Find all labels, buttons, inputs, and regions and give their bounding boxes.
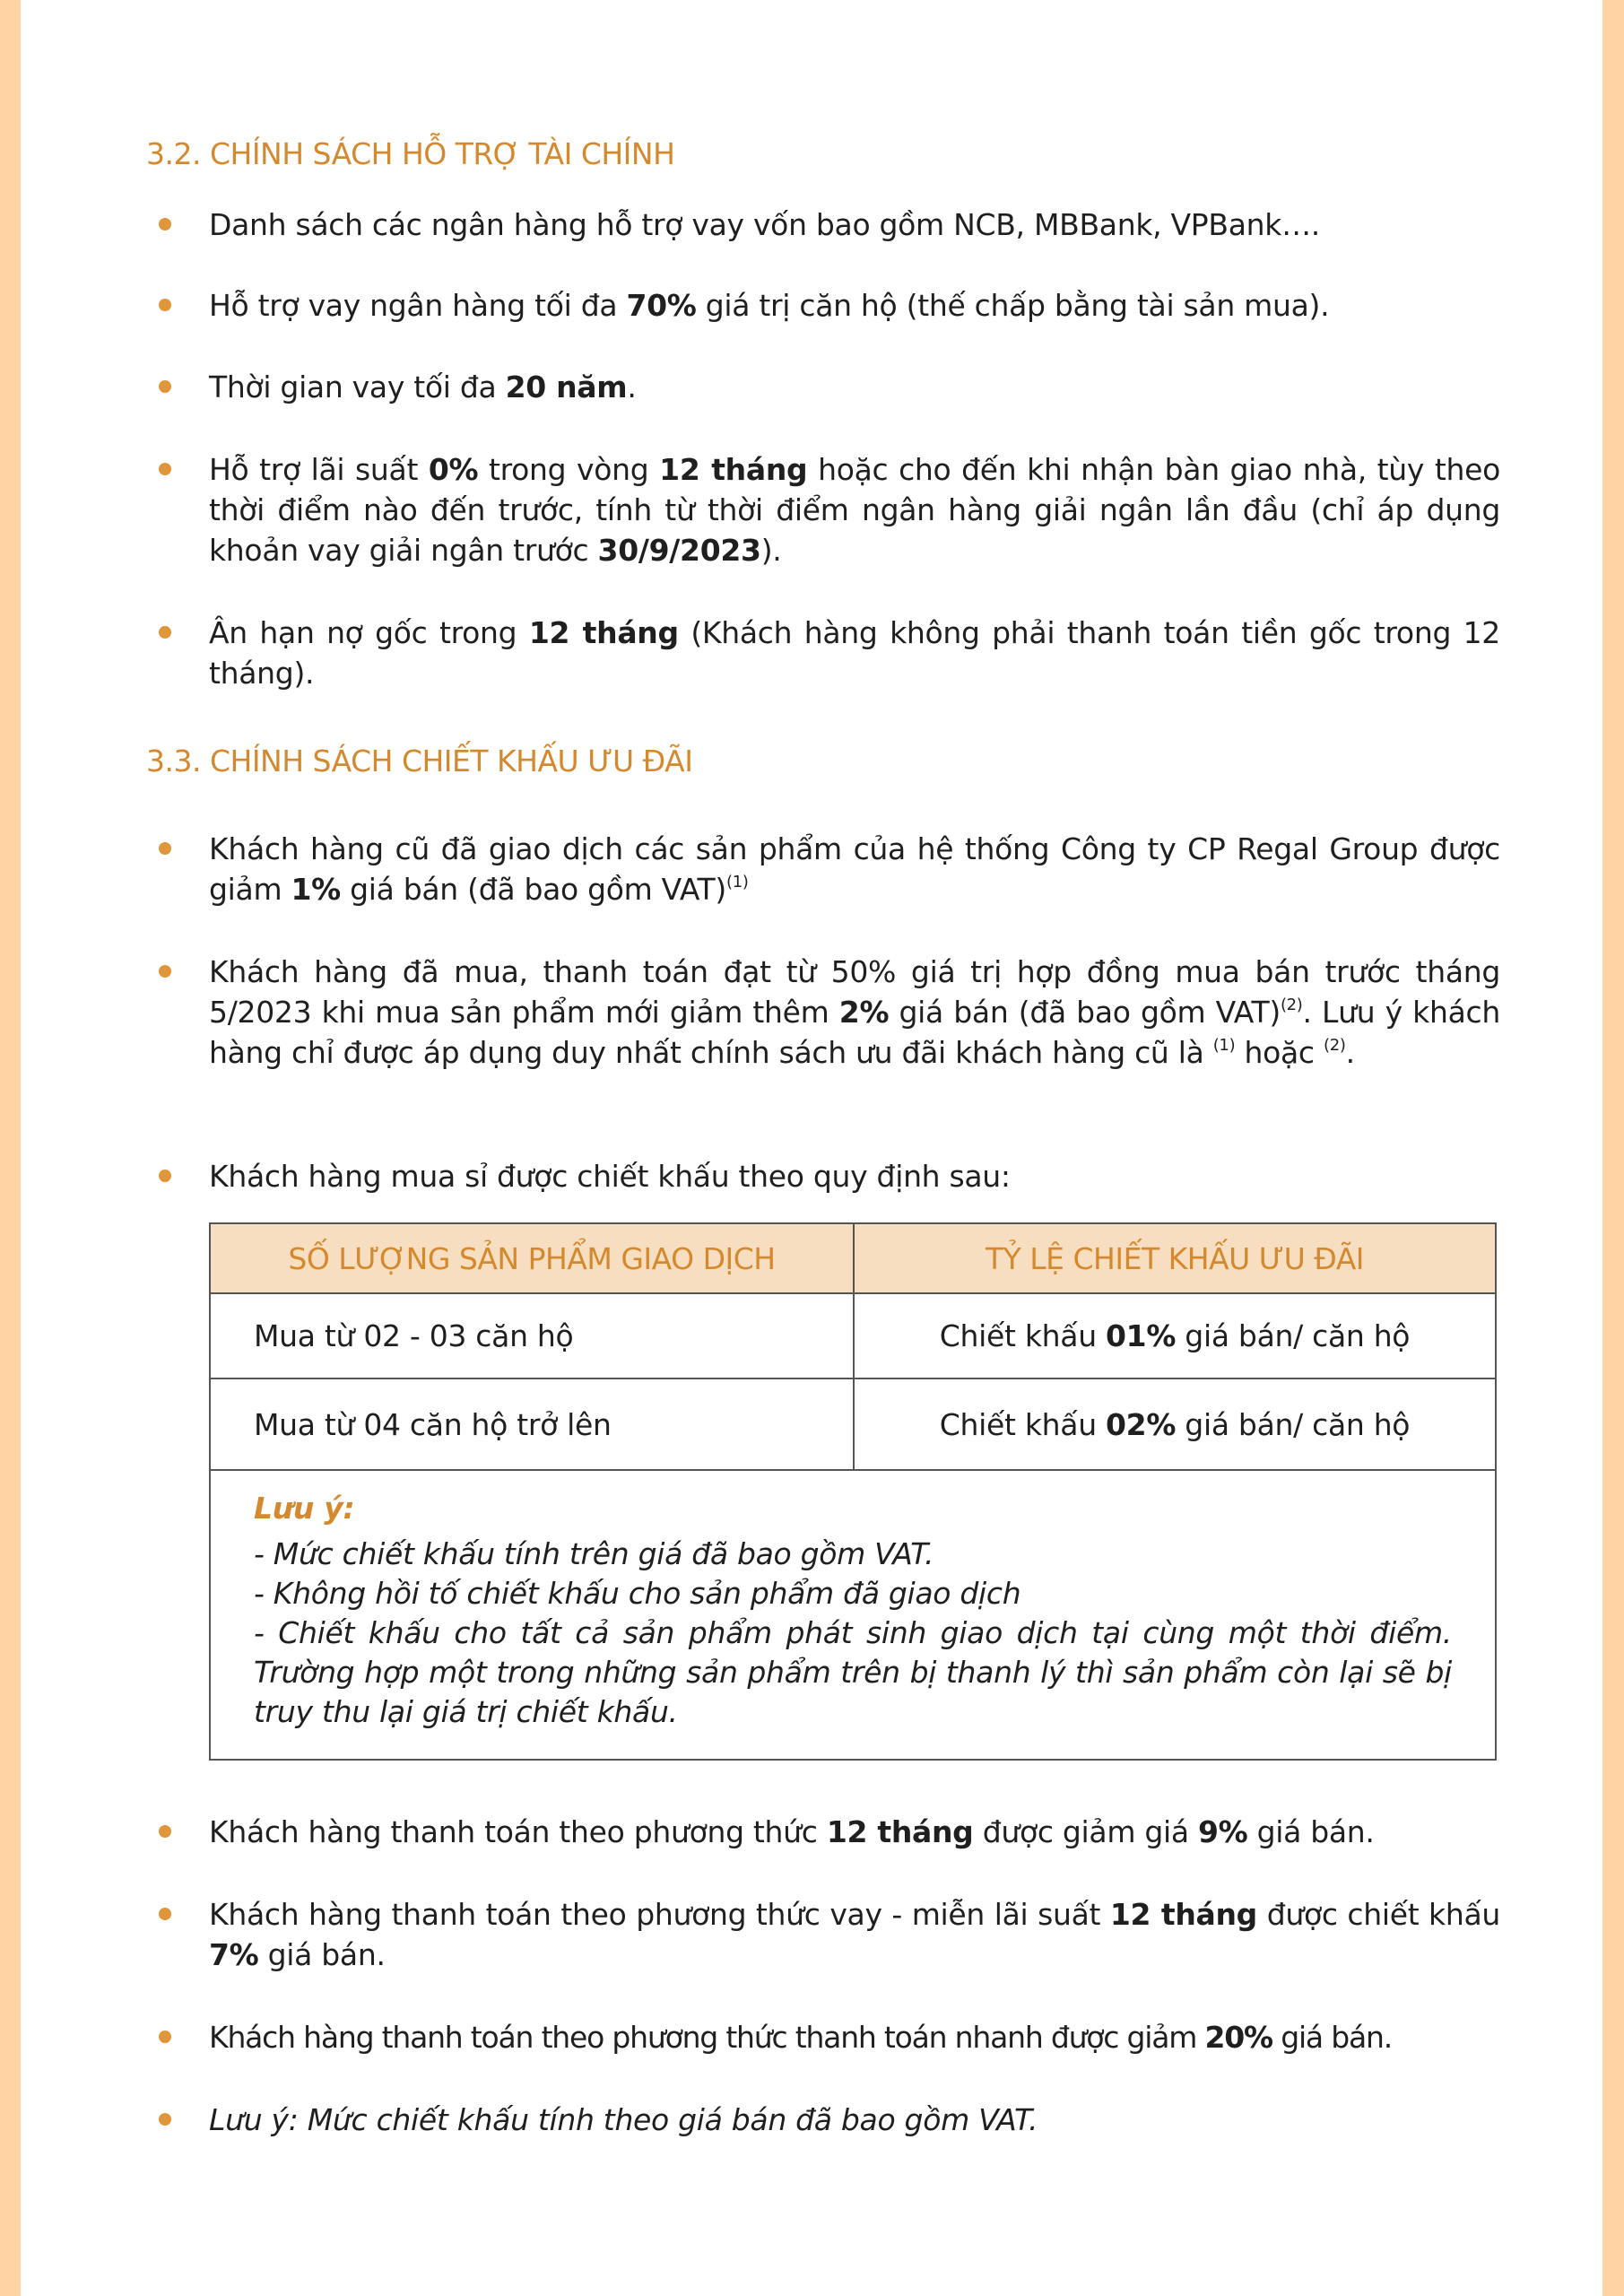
table-notes-row [210,1470,1496,1760]
bullet-icon [159,1825,171,1838]
list-item-text: Hỗ trợ lãi suất 0% trong vòng 12 tháng hoặc cho đến khi nhận bàn giao nhà, tùy theo thời điểm nào đến trước, tính từ thời điểm ngân hàng giải ngân lần đầu (chỉ áp dụng khoản vay giải ngân trước 30/9/2023). [209,452,1500,568]
bullet-icon [159,218,171,230]
note-line: - Chiết khấu cho tất cả sản phẩm phát sinh giao dịch tại cùng một thời điểm. Trường hợp một trong những sản phẩm trên bị thanh lý thì sản phẩm còn lại sẽ bị truy thu lại giá trị chiết khấu. [254,1615,1452,1729]
list-item-text: Khách hàng thanh toán theo phương thức 12 tháng được giảm giá 9% giá bán. [209,1814,1375,1849]
table-header-quantity: SỐ LƯỢNG SẢN PHẨM GIAO DỊCH [210,1223,854,1293]
note-line: - Không hồi tố chiết khấu cho sản phẩm đã giao dịch [254,1576,1021,1611]
list-item-text: Khách hàng thanh toán theo phương thức thanh toán nhanh được giảm 20% giá bán. [209,2020,1392,2055]
page-border-left [0,0,21,2296]
table-cell-rate: Chiết khấu 01% giá bán/ căn hộ [854,1293,1496,1378]
bullet-icon [159,2113,171,2126]
list-item-text: Khách hàng đã mua, thanh toán đạt từ 50% giá trị hợp đồng mua bán trước tháng 5/2023 khi mua sản phẩm mới giảm thêm 2% giá bán (đã bao gồm VAT)$^{(2)}$. Lưu ý khách hàng chỉ được áp dụng duy nhất chính sách ưu đãi khách hàng cũ là $^{(1)}$ hoặc $^{(2)}$. [209,954,1500,1070]
list-item-text: Khách hàng cũ đã giao dịch các sản phẩm của hệ thống Công ty CP Regal Group được giảm 1% giá bán (đã bao gồm VAT)$^{(1)}$ [209,831,1500,907]
note-line: - Mức chiết khấu tính trên giá đã bao gồm VAT. [254,1536,934,1571]
list-item-text: Khách hàng mua sỉ được chiết khấu theo quy định sau: [209,1159,1011,1194]
list-item-text: Thời gian vay tối đa 20 năm. [209,370,637,404]
list-item-text: Ân hạn nợ gốc trong 12 tháng (Khách hàng không phải thanh toán tiền gốc trong 12 tháng). [209,615,1500,691]
table-cell-quantity: Mua từ 04 căn hộ trở lên [210,1378,854,1470]
bullet-icon [159,842,171,855]
list-item-text: Lưu ý: Mức chiết khấu tính theo giá bán đã bao gồm VAT. [209,2102,1038,2137]
notes-title: Lưu ý: [254,1491,355,1526]
bullet-icon [159,1908,171,1920]
bullet-icon [159,299,171,311]
list-item-text: Danh sách các ngân hàng hỗ trợ vay vốn bao gồm NCB, MBBank, VPBank…. [209,207,1320,242]
table-row [210,1293,1496,1378]
section-heading-financial-support: 3.2. CHÍNH SÁCH HỖ TRỢ TÀI CHÍNH [146,136,675,171]
table-cell-quantity: Mua từ 02 - 03 căn hộ [210,1293,854,1378]
bullet-icon [159,2031,171,2043]
bullet-icon [159,380,171,393]
table-notes-cell [210,1470,1496,1760]
bullet-icon [159,965,171,978]
table-header-row [210,1223,1496,1293]
table-header-rate: TỶ LỆ CHIẾT KHẤU ƯU ĐÃI [854,1223,1496,1293]
table-cell-rate: Chiết khấu 02% giá bán/ căn hộ [854,1378,1496,1470]
list-item-text: Hỗ trợ vay ngân hàng tối đa 70% giá trị căn hộ (thế chấp bằng tài sản mua). [209,288,1330,323]
list-item-text: Khách hàng thanh toán theo phương thức vay - miễn lãi suất 12 tháng được chiết khấu 7% giá bán. [209,1897,1500,1972]
table-row [210,1378,1496,1470]
bullet-icon [159,463,171,475]
section-heading-discount-policy: 3.3. CHÍNH SÁCH CHIẾT KHẤU ƯU ĐÃI [146,744,693,778]
bullet-icon [159,626,171,639]
page-border-right [1602,0,1624,2296]
wholesale-discount-table [209,1222,1497,1761]
bullet-icon [159,1170,171,1182]
